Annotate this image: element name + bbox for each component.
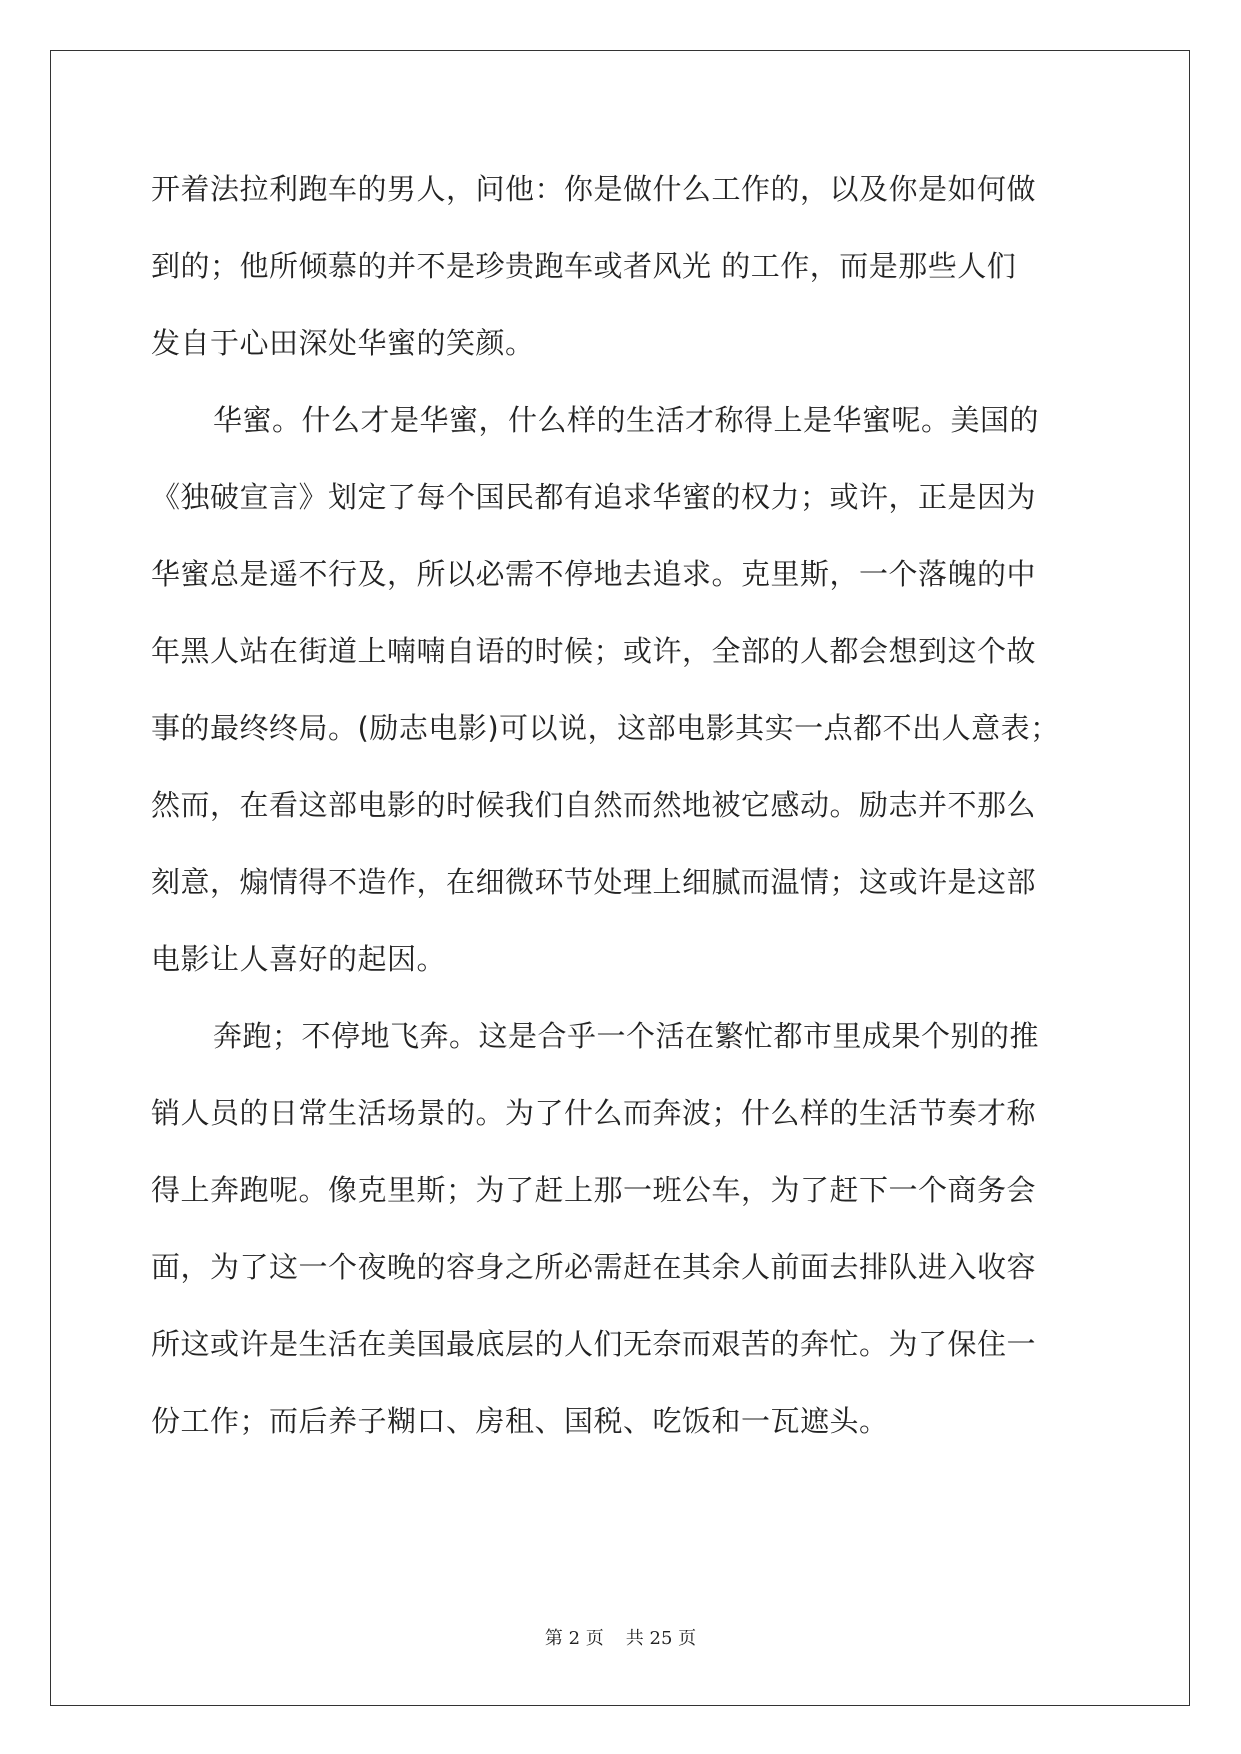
text-line: 华蜜总是遥不行及，所以必需不停地去追求。克里斯，一个落魄的中 — [151, 557, 1037, 591]
text-line: 年黑人站在街道上喃喃自语的时候；或许，全部的人都会想到这个故 — [151, 634, 1037, 668]
page-footer — [0, 1624, 1241, 1650]
text-line: 开着法拉利跑车的男人，问他：你是做什么工作的，以及你是如何做 — [151, 172, 1037, 206]
text-line: 华蜜。什么才是华蜜，什么样的生活才称得上是华蜜呢。美国的 — [213, 403, 1040, 437]
document-body — [151, 159, 1086, 1468]
text-line: 份工作；而后养子糊口、房租、国税、吃饭和一瓦遮头。 — [151, 1404, 889, 1438]
text-line: 所这或许是生活在美国最底层的人们无奈而艰苦的奔忙。为了保住一 — [151, 1327, 1037, 1361]
text-line: 奔跑；不停地飞奔。这是合乎一个活在繁忙都市里成果个别的推 — [213, 1019, 1040, 1053]
text-line: 得上奔跑呢。像克里斯；为了赶上那一班公车，为了赶下一个商务会 — [151, 1173, 1037, 1207]
page-total: 共 25 页 — [625, 1628, 697, 1649]
text-line: 发自于心田深处华蜜的笑颜。 — [151, 326, 535, 360]
text-line: 销人员的日常生活场景的。为了什么而奔波；什么样的生活节奏才称 — [151, 1096, 1037, 1130]
text-line: 然而，在看这部电影的时候我们自然而然地被它感动。励志并不那么 — [151, 788, 1037, 822]
text-line: 刻意，煽情得不造作，在细微环节处理上细腻而温情；这或许是这部 — [151, 865, 1037, 899]
text-line: 事的最终终局。(励志电影)可以说，这部电影其实一点都不出人意表； — [151, 711, 1060, 745]
paragraph — [151, 159, 1086, 1452]
text-line: 电影让人喜好的起因。 — [151, 942, 447, 976]
text-line: 面，为了这一个夜晚的容身之所必需赶在其余人前面去排队进入收容 — [151, 1250, 1037, 1284]
text-line: 到的；他所倾慕的并不是珍贵跑车或者风光 的工作，而是那些人们 — [151, 249, 1017, 283]
text-line: 《独破宣言》划定了每个国民都有追求华蜜的权力；或许，正是因为 — [151, 480, 1037, 514]
page-number: 第 2 页 — [544, 1628, 604, 1649]
